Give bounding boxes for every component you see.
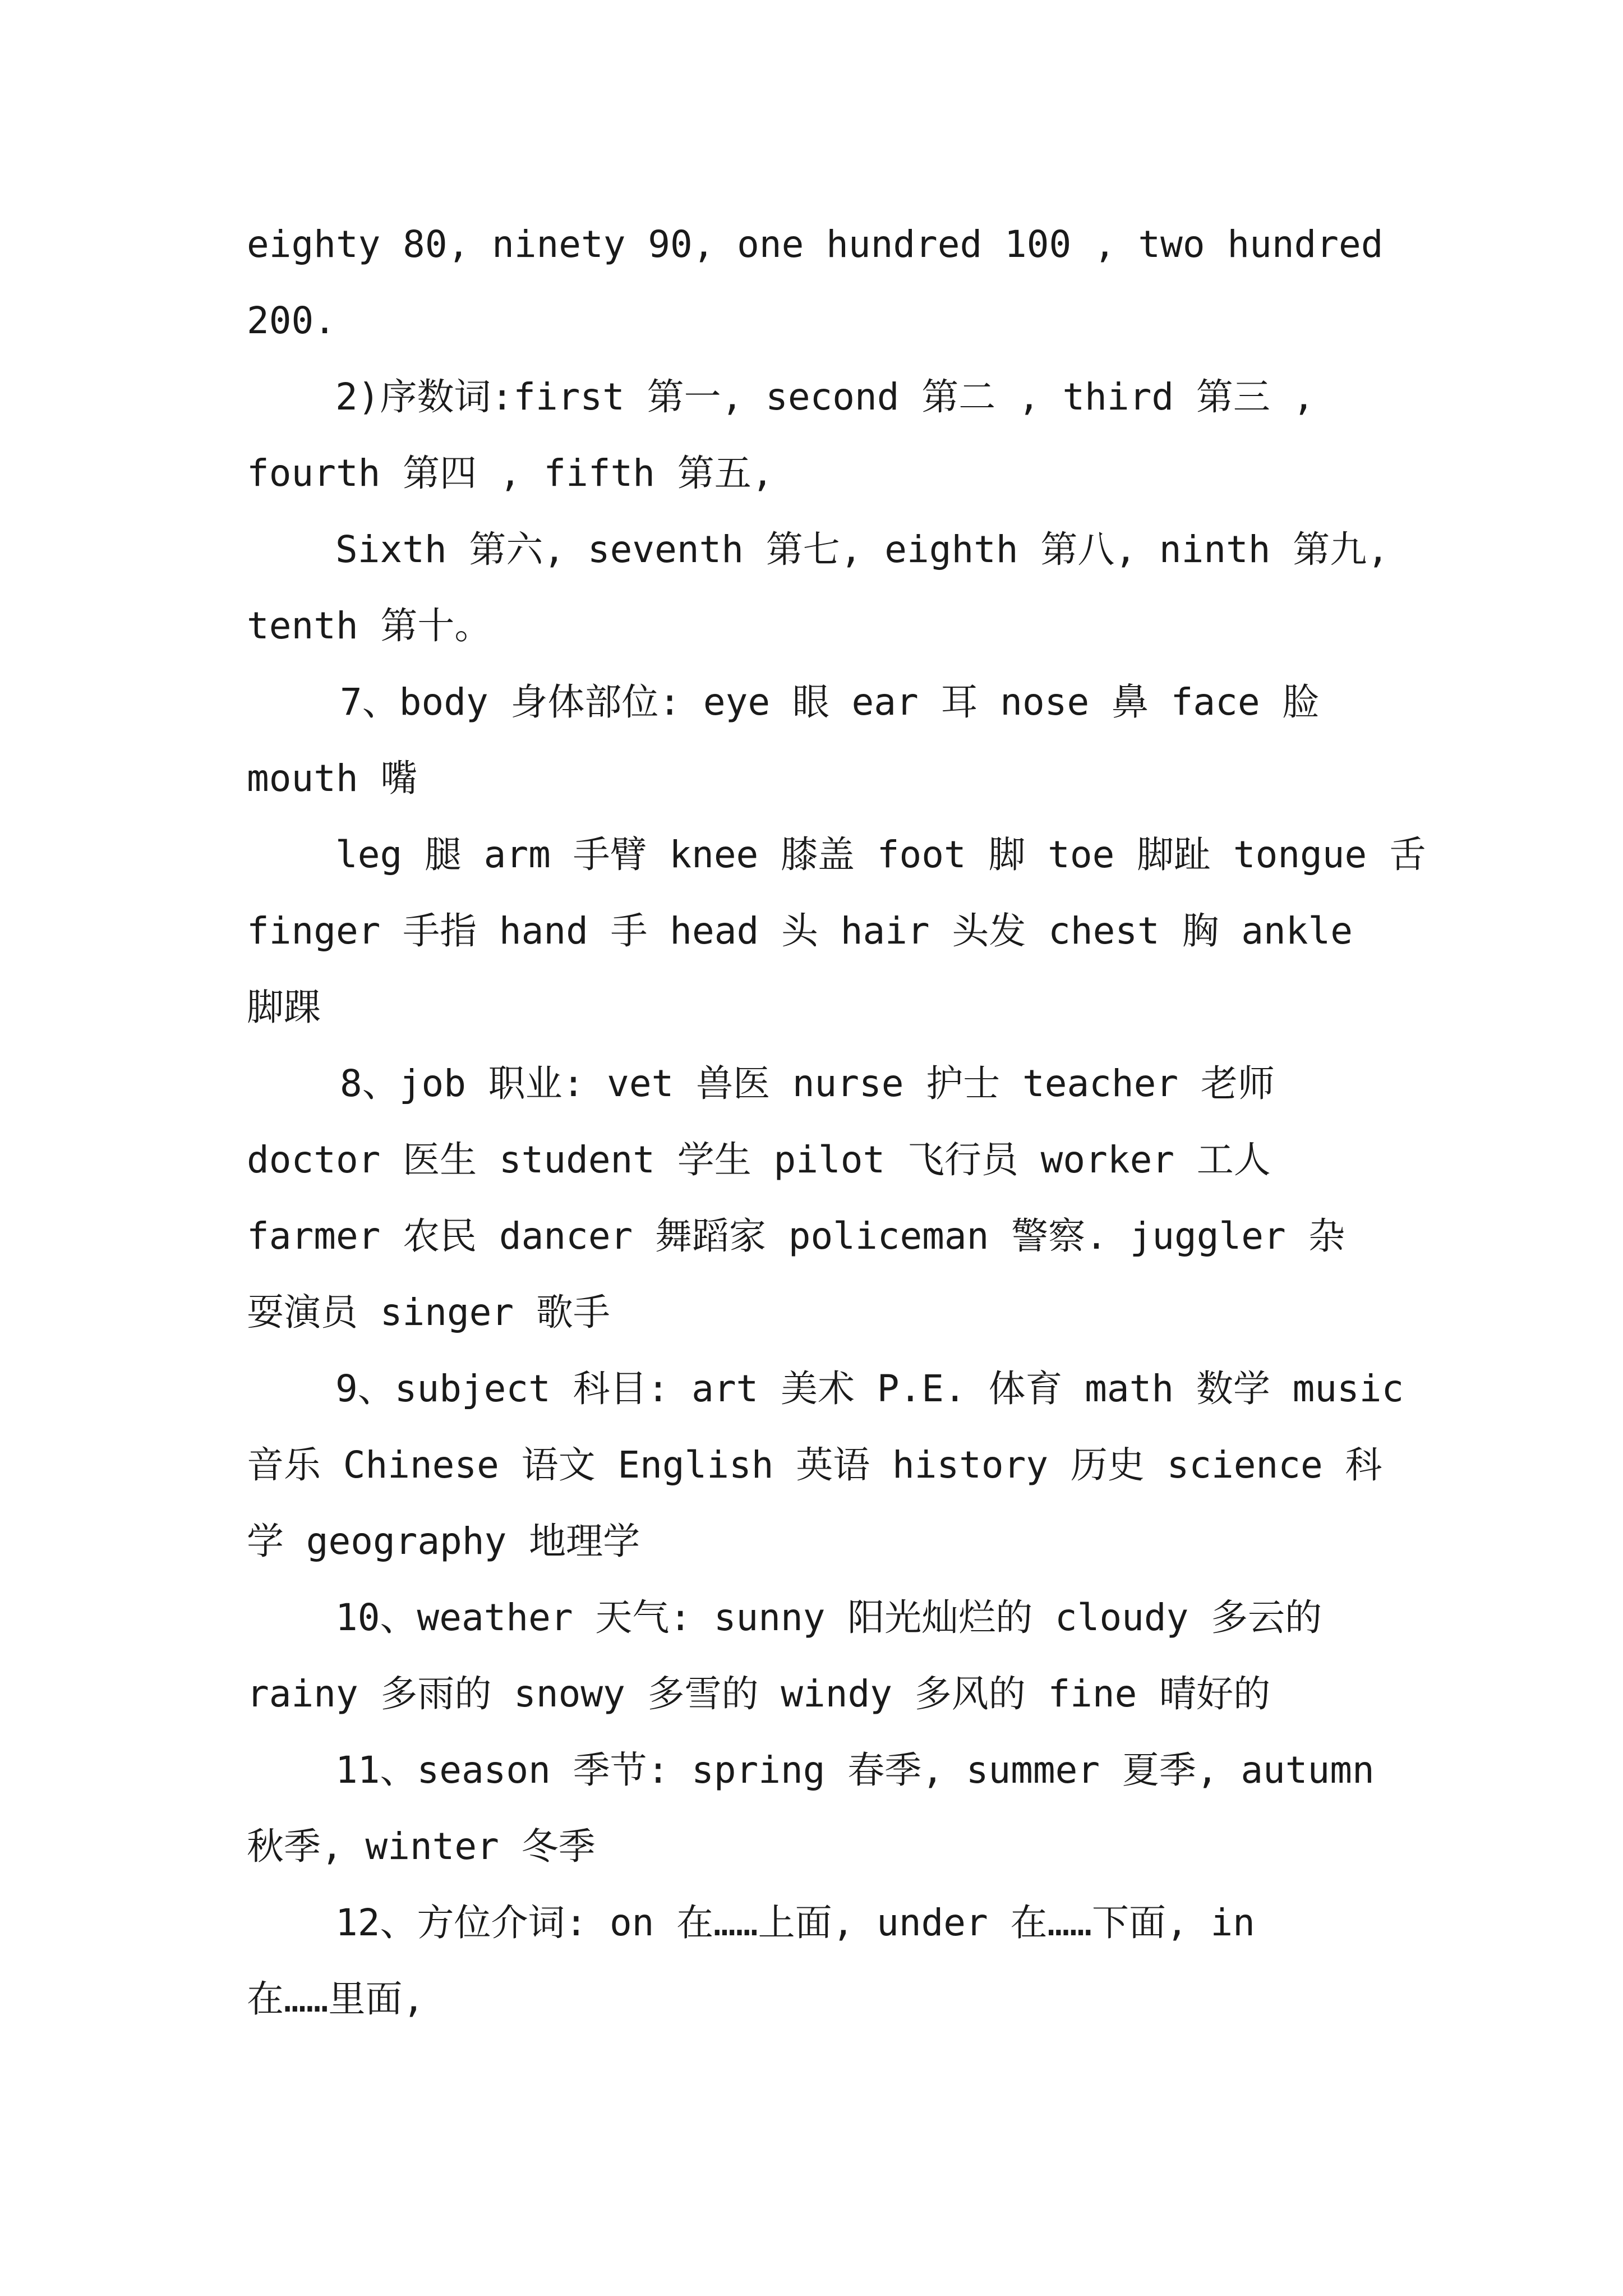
text-line: 10、weather 天气: sunny 阳光灿烂的 cloudy 多云的 — [335, 1596, 1322, 1639]
text-line: 秋季, winter 冬季 — [247, 1825, 596, 1868]
text-line: 8、job 职业: vet 兽医 nurse 护士 teacher 老师 — [340, 1062, 1275, 1105]
text-line: fourth 第四 , fifth 第五, — [247, 452, 774, 495]
text-line: farmer 农民 dancer 舞蹈家 policeman 警察. juggler 杂 — [247, 1214, 1345, 1258]
text-line: 音乐 Chinese 语文 English 英语 history 历史 science 科 — [247, 1443, 1382, 1487]
text-line: 2)序数词:first 第一, second 第二 , third 第三 , — [335, 375, 1315, 418]
text-line: leg 腿 arm 手臂 knee 膝盖 foot 脚 toe 脚趾 tongue 舌 — [335, 833, 1427, 876]
text-line: finger 手指 hand 手 head 头 hair 头发 chest 胸 ankle — [247, 909, 1353, 953]
text-line: 200. — [247, 299, 336, 342]
text-line: 11、season 季节: spring 春季, summer 夏季, autumn — [335, 1749, 1375, 1792]
text-line: eighty 80, ninety 90, one hundred 100 , two hundred — [247, 223, 1384, 266]
text-line: tenth 第十。 — [247, 604, 492, 647]
text-line: 9、subject 科目: art 美术 P.E. 体育 math 数学 music — [335, 1367, 1404, 1410]
text-line: 7、body 身体部位: eye 眼 ear 耳 nose 鼻 face 脸 — [340, 680, 1320, 724]
text-line: doctor 医生 student 学生 pilot 飞行员 worker 工人 — [247, 1138, 1271, 1181]
text-line: Sixth 第六, seventh 第七, eighth 第八, ninth 第九, — [335, 528, 1390, 571]
text-line: mouth 嘴 — [247, 757, 418, 800]
text-line: 在……里面, — [247, 1977, 425, 2021]
text-line: 耍演员 singer 歌手 — [247, 1291, 610, 1334]
text-line: rainy 多雨的 snowy 多雪的 windy 多风的 fine 晴好的 — [247, 1672, 1271, 1715]
text-line: 学 geography 地理学 — [247, 1520, 640, 1563]
text-line: 12、方位介词: on 在……上面, under 在……下面, in — [335, 1901, 1255, 1944]
text-line: 脚踝 — [247, 986, 321, 1029]
